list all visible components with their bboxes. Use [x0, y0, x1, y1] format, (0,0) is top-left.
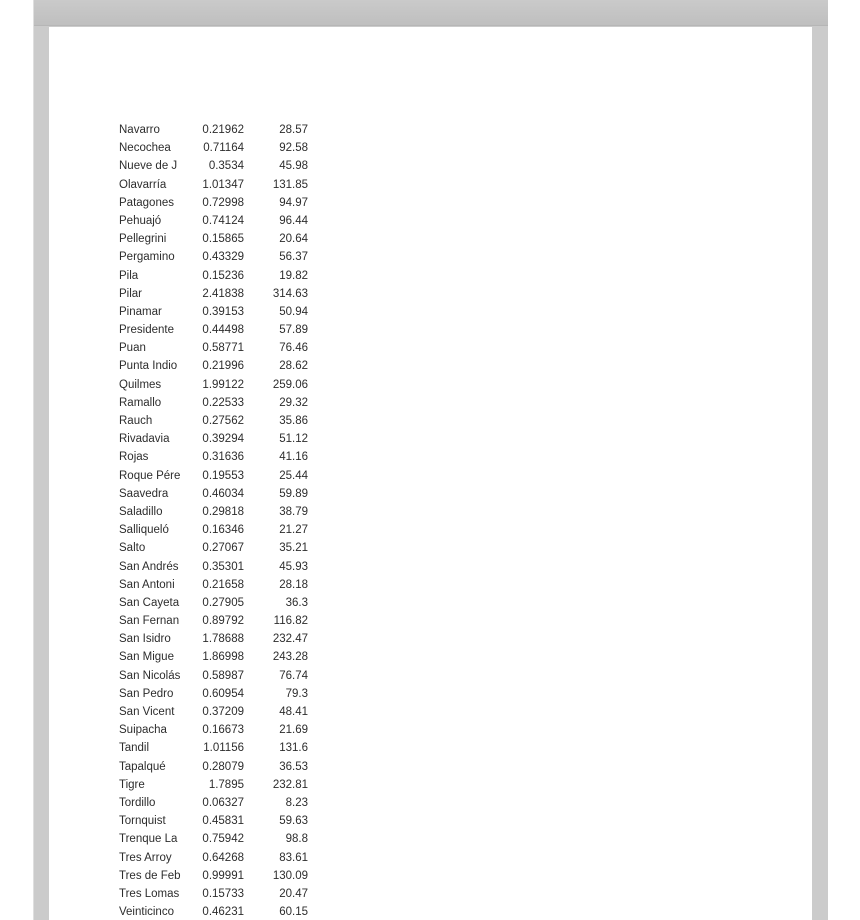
district-name-cell: Tigre — [119, 778, 145, 791]
table-row — [119, 248, 308, 266]
table-row — [119, 357, 308, 375]
value2-cell: 131.6 — [279, 742, 308, 755]
district-name-cell: Tres de Feb — [119, 869, 181, 882]
table-row — [119, 812, 308, 830]
value1-cell: 0.58987 — [202, 669, 244, 682]
value1-cell: 0.71164 — [203, 142, 244, 155]
value2-cell: 83.61 — [279, 851, 308, 864]
value2-cell: 19.82 — [279, 269, 308, 282]
value1-cell: 0.22533 — [202, 396, 244, 409]
value2-cell: 232.81 — [272, 778, 308, 791]
district-name-cell: Veinticinco — [119, 906, 174, 919]
district-name-cell: Tapalqué — [119, 760, 166, 773]
value2-cell: 116.82 — [273, 615, 308, 628]
value2-cell: 45.93 — [279, 560, 308, 573]
table-row — [119, 885, 308, 903]
table-row — [119, 739, 308, 757]
value1-cell: 0.19553 — [202, 469, 244, 482]
table-row — [119, 903, 308, 920]
table-row — [119, 339, 308, 357]
table-row — [119, 630, 308, 648]
district-name-cell: Tornquist — [119, 815, 166, 828]
value1-cell: 0.21658 — [202, 578, 244, 591]
value2-cell: 59.63 — [279, 815, 308, 828]
value1-cell: 1.78688 — [202, 633, 244, 646]
table-row — [119, 794, 308, 812]
value1-cell: 0.29818 — [202, 505, 244, 518]
table-row — [119, 157, 308, 175]
district-name-cell: Tres Lomas — [119, 887, 180, 900]
value1-cell: 0.99991 — [202, 869, 244, 882]
value1-cell: 1.86998 — [202, 651, 244, 664]
table-row — [119, 776, 308, 794]
value2-cell: 45.98 — [279, 160, 308, 173]
value2-cell: 130.09 — [272, 869, 308, 882]
viewer-background — [33, 0, 828, 920]
value1-cell: 0.45831 — [202, 815, 244, 828]
district-name-cell: Pergamino — [119, 251, 175, 264]
district-name-cell: Patagones — [119, 196, 174, 209]
value2-cell: 232.47 — [272, 633, 308, 646]
value1-cell: 0.27562 — [202, 415, 244, 427]
value2-cell: 48.41 — [279, 706, 308, 718]
district-name-cell: Rauch — [119, 415, 153, 427]
value1-cell: 0.21962 — [202, 124, 244, 136]
value2-cell: 21.27 — [279, 524, 308, 537]
document-page — [49, 27, 812, 920]
table-row — [119, 412, 308, 430]
district-name-cell: Tres Arroy — [119, 851, 172, 864]
value2-cell: 36.53 — [279, 760, 308, 773]
table-row — [119, 267, 308, 285]
district-name-cell: San Pedro — [119, 687, 174, 700]
value1-cell: 0.74124 — [202, 214, 244, 227]
value1-cell: 0.43329 — [202, 251, 244, 264]
value1-cell: 0.46034 — [202, 487, 244, 500]
value2-cell: 60.15 — [279, 906, 308, 919]
table-row — [119, 212, 308, 230]
value2-cell: 51.12 — [279, 433, 308, 446]
table-row — [119, 303, 308, 321]
table-row — [119, 830, 308, 848]
value2-cell: 314.63 — [272, 287, 308, 300]
district-name-cell: Tandil — [119, 742, 150, 755]
district-name-cell: San Vicent — [119, 706, 175, 718]
table-row — [119, 430, 308, 448]
value2-cell: 28.62 — [279, 360, 308, 373]
district-name-cell: San Cayeta — [119, 596, 180, 609]
table-row — [119, 139, 308, 157]
district-name-cell: Saavedra — [119, 487, 169, 500]
table-row — [119, 612, 308, 630]
value1-cell: 1.7895 — [208, 778, 244, 791]
district-name-cell: Quilmes — [119, 378, 162, 391]
value2-cell: 56.37 — [279, 251, 308, 264]
value2-cell: 50.94 — [279, 305, 308, 318]
value1-cell: 0.35301 — [202, 560, 244, 573]
district-name-cell: Presidente — [119, 324, 174, 337]
table-row — [119, 703, 308, 721]
table-row — [119, 648, 308, 666]
value1-cell: 0.28079 — [202, 760, 244, 773]
table-row — [119, 321, 308, 339]
table-row — [119, 467, 308, 485]
district-name-cell: Pilar — [119, 287, 143, 300]
district-name-cell: San Fernan — [119, 615, 180, 628]
table-row — [119, 176, 308, 194]
district-name-cell: Necochea — [119, 142, 171, 155]
value2-cell: 41.16 — [279, 451, 308, 464]
value1-cell: 1.01156 — [203, 742, 244, 755]
value2-cell: 79.3 — [285, 687, 308, 700]
table-row — [119, 849, 308, 867]
district-name-cell: Navarro — [119, 124, 160, 136]
table-row — [119, 194, 308, 212]
district-name-cell: Saladillo — [119, 505, 163, 518]
value1-cell: 0.15236 — [202, 269, 244, 282]
value2-cell: 59.89 — [279, 487, 308, 500]
district-name-cell: San Antoni — [119, 578, 175, 591]
value2-cell: 96.44 — [279, 214, 308, 227]
value2-cell: 8.23 — [285, 796, 308, 809]
value2-cell: 92.58 — [279, 142, 308, 155]
value2-cell: 38.79 — [279, 505, 308, 518]
value1-cell: 0.21996 — [202, 360, 244, 373]
table-row — [119, 230, 308, 248]
district-name-cell: Pinamar — [119, 305, 162, 318]
table-row — [119, 721, 308, 739]
value2-cell: 98.8 — [285, 833, 308, 846]
value2-cell: 28.18 — [279, 578, 308, 591]
table-row — [119, 867, 308, 885]
district-name-cell: Punta Indio — [119, 360, 178, 373]
table-row — [119, 558, 308, 576]
district-name-cell: Olavarría — [119, 178, 167, 191]
table-row — [119, 576, 308, 594]
district-name-cell: Salto — [119, 542, 146, 555]
value2-cell: 76.46 — [279, 342, 308, 355]
value1-cell: 0.27067 — [202, 542, 244, 555]
value2-cell: 25.44 — [279, 469, 308, 482]
district-name-cell: San Andrés — [119, 560, 179, 573]
value1-cell: 0.31636 — [202, 451, 244, 464]
district-name-cell: Pehuajó — [119, 214, 162, 227]
value1-cell: 0.37209 — [202, 706, 244, 718]
table-row — [119, 394, 308, 412]
district-name-cell: Ramallo — [119, 396, 162, 409]
value1-cell: 0.75942 — [202, 833, 244, 846]
district-name-cell: Tordillo — [119, 796, 156, 809]
table-row — [119, 285, 308, 303]
district-name-cell: San Migue — [119, 651, 174, 664]
value1-cell: 0.15733 — [202, 887, 244, 900]
table-row — [119, 667, 308, 685]
value1-cell: 0.46231 — [202, 906, 244, 919]
value2-cell: 76.74 — [279, 669, 308, 682]
table-row — [119, 503, 308, 521]
district-name-cell: Rivadavia — [119, 433, 170, 446]
table-row — [119, 121, 308, 139]
district-name-cell: Roque Pére — [119, 469, 181, 482]
value2-cell: 57.89 — [279, 324, 308, 337]
district-name-cell: Suipacha — [119, 724, 167, 737]
table-row — [119, 485, 308, 503]
data-table — [119, 121, 308, 920]
value1-cell: 2.41838 — [202, 287, 244, 300]
value2-cell: 36.3 — [285, 596, 308, 609]
value1-cell: 0.64268 — [202, 851, 244, 864]
value1-cell: 0.58771 — [202, 342, 244, 355]
district-name-cell: Pellegrini — [119, 233, 167, 246]
district-name-cell: Trenque La — [119, 833, 178, 846]
table-row — [119, 539, 308, 557]
table-row — [119, 376, 308, 394]
district-name-cell: Puan — [119, 342, 146, 355]
value1-cell: 0.16673 — [202, 724, 244, 737]
value2-cell: 94.97 — [279, 196, 308, 209]
district-name-cell: San Isidro — [119, 633, 171, 646]
district-name-cell: Nueve de J — [119, 160, 178, 173]
value1-cell: 0.06327 — [202, 796, 244, 809]
district-name-cell: San Nicolás — [119, 669, 181, 682]
value1-cell: 0.39153 — [202, 305, 244, 318]
district-name-cell: Rojas — [119, 451, 149, 464]
value2-cell: 20.64 — [279, 233, 308, 246]
value1-cell: 0.44498 — [202, 324, 244, 337]
district-name-cell: Pila — [119, 269, 139, 282]
value2-cell: 29.32 — [279, 396, 308, 409]
value2-cell: 259.06 — [272, 378, 308, 391]
value1-cell: 1.01347 — [202, 178, 244, 191]
value1-cell: 0.3534 — [208, 160, 244, 173]
value2-cell: 131.85 — [272, 178, 308, 191]
value1-cell: 0.27905 — [202, 596, 244, 609]
value1-cell: 0.89792 — [202, 615, 244, 628]
value1-cell: 0.39294 — [202, 433, 244, 446]
value2-cell: 35.86 — [279, 415, 308, 427]
value1-cell: 0.72998 — [202, 196, 244, 209]
table-row — [119, 448, 308, 466]
table-row — [119, 758, 308, 776]
value1-cell: 0.16346 — [202, 524, 244, 537]
value1-cell: 0.15865 — [202, 233, 244, 246]
value2-cell: 28.57 — [279, 124, 308, 136]
value2-cell: 243.28 — [272, 651, 308, 664]
value1-cell: 1.99122 — [202, 378, 244, 391]
value2-cell: 35.21 — [279, 542, 308, 555]
value1-cell: 0.60954 — [202, 687, 244, 700]
viewer-top-gap — [34, 0, 828, 26]
district-name-cell: Salliqueló — [119, 524, 169, 537]
table-row — [119, 685, 308, 703]
table-row — [119, 594, 308, 612]
table-row — [119, 521, 308, 539]
value2-cell: 20.47 — [279, 887, 308, 900]
value2-cell: 21.69 — [279, 724, 308, 737]
